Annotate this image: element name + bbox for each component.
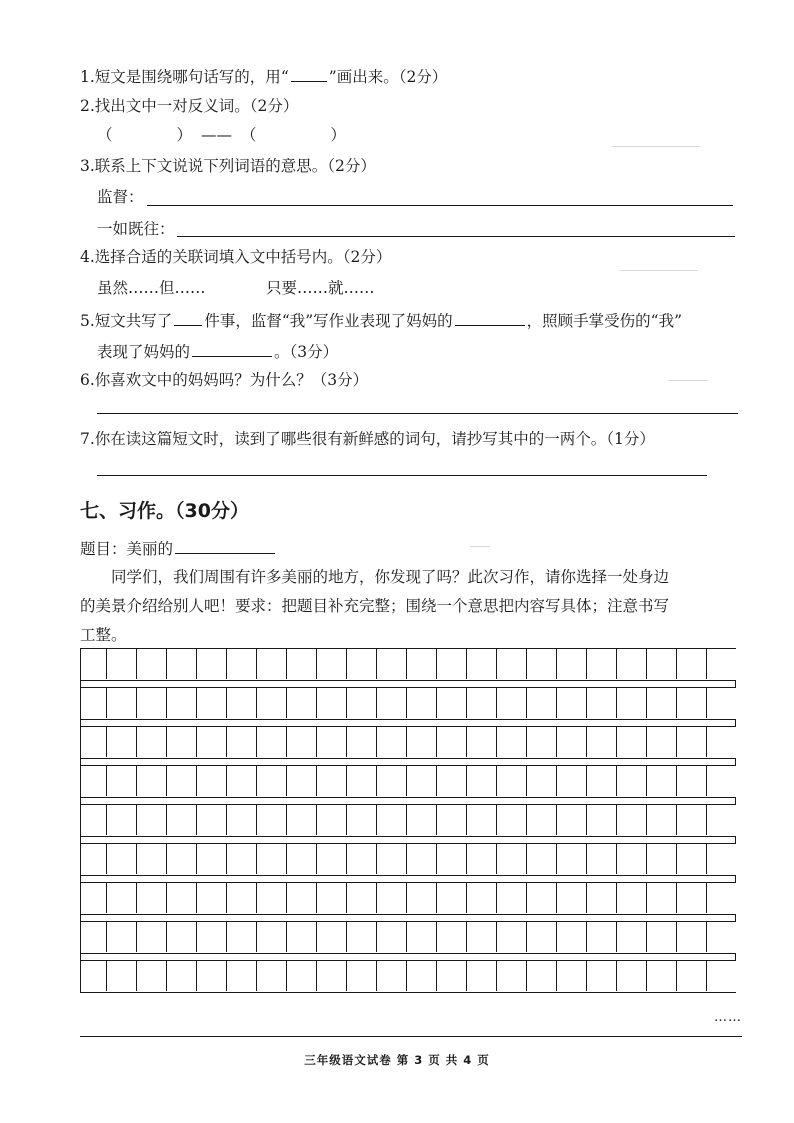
grid-cell[interactable]: [467, 766, 497, 796]
grid-cell[interactable]: [407, 805, 437, 835]
grid-cell[interactable]: [407, 883, 437, 913]
grid-cell[interactable]: [227, 922, 257, 952]
grid-cell[interactable]: [107, 883, 137, 913]
grid-cell[interactable]: [107, 805, 137, 835]
question-2: [80, 95, 298, 117]
question-text: 联系上下文说说下列词语的意思。（2分）: [94, 157, 376, 175]
grid-row: [80, 765, 736, 798]
grid-cell[interactable]: [81, 961, 107, 991]
grid-row: [80, 648, 736, 681]
grid-cell[interactable]: [287, 649, 317, 679]
grid-cell[interactable]: [557, 961, 587, 991]
grid-row: [80, 921, 736, 954]
grid-cell[interactable]: [287, 844, 317, 874]
instructions-line-2: 的美景介绍给别人吧！要求：把题目补充完整；围绕一个意思把内容写具体；注意书写: [80, 597, 670, 615]
question-number: 4.: [80, 248, 95, 266]
underline-blank[interactable]: [192, 339, 272, 357]
question-text: 短文共写了: [94, 312, 173, 330]
instructions-line-3: 工整。: [80, 626, 127, 644]
grid-cell[interactable]: [227, 649, 257, 679]
grid-row: [80, 843, 736, 876]
grid-cell[interactable]: [227, 688, 257, 718]
conjunction-option-1: 虽然……但……: [97, 279, 206, 297]
grid-cell[interactable]: [287, 961, 317, 991]
grid-cell[interactable]: [497, 649, 527, 679]
grid-cell[interactable]: [257, 805, 287, 835]
grid-cell[interactable]: [437, 922, 467, 952]
grid-cell[interactable]: [617, 922, 647, 952]
antonym-pair: [97, 124, 346, 146]
grid-cell[interactable]: [617, 961, 647, 991]
grid-cell[interactable]: [437, 727, 467, 757]
grid-cell[interactable]: [467, 805, 497, 835]
bracket-close: ）: [330, 126, 346, 144]
grid-cell[interactable]: [347, 766, 377, 796]
grid-row: [80, 882, 736, 915]
question-6: [80, 369, 368, 391]
grid-cell[interactable]: [527, 688, 557, 718]
grid-cell[interactable]: [287, 766, 317, 796]
grid-cell[interactable]: [647, 883, 677, 913]
grid-cell[interactable]: [557, 766, 587, 796]
grid-cell[interactable]: [557, 727, 587, 757]
bracket-close: ）: [176, 126, 193, 144]
grid-cell[interactable]: [197, 766, 227, 796]
grid-cell[interactable]: [527, 727, 557, 757]
question-text: 你喜欢文中的妈妈吗？为什么？（3分）: [94, 371, 369, 389]
grid-cell[interactable]: [137, 922, 167, 952]
grid-cell[interactable]: [467, 883, 497, 913]
grid-bottom-line: [80, 1036, 742, 1037]
answer-line[interactable]: [147, 205, 733, 206]
grid-cell[interactable]: [587, 727, 617, 757]
grid-cell[interactable]: [437, 649, 467, 679]
grid-cell[interactable]: [587, 961, 617, 991]
continue-mark: ……: [714, 1010, 742, 1025]
grid-cell[interactable]: [677, 649, 707, 679]
grid-cell[interactable]: [497, 727, 527, 757]
grid-cell[interactable]: [437, 883, 467, 913]
grid-cell[interactable]: [647, 688, 677, 718]
question-text: 找出文中一对反义词。（2分）: [94, 97, 299, 115]
grid-cell[interactable]: [197, 649, 227, 679]
grid-cell[interactable]: [467, 961, 497, 991]
grid-cell[interactable]: [81, 922, 107, 952]
answer-line[interactable]: [177, 236, 735, 237]
grid-row: [80, 804, 736, 837]
grid-cell[interactable]: [137, 688, 167, 718]
grid-cell[interactable]: [587, 688, 617, 718]
grid-cell[interactable]: [647, 844, 677, 874]
grid-row: [80, 726, 736, 759]
grid-cell[interactable]: [497, 688, 527, 718]
grid-cell[interactable]: [617, 883, 647, 913]
grid-cell[interactable]: [197, 688, 227, 718]
grid-cell[interactable]: [647, 727, 677, 757]
grid-cell[interactable]: [647, 766, 677, 796]
grid-cell[interactable]: [617, 688, 647, 718]
grid-cell[interactable]: [81, 766, 107, 796]
grid-cell[interactable]: [347, 922, 377, 952]
grid-cell[interactable]: [167, 844, 197, 874]
grid-cell[interactable]: [347, 649, 377, 679]
grid-cell[interactable]: [287, 805, 317, 835]
grid-cell[interactable]: [647, 649, 677, 679]
underline-blank[interactable]: [291, 64, 327, 82]
grid-cell[interactable]: [377, 727, 407, 757]
underline-blank[interactable]: [455, 308, 525, 326]
grid-cell[interactable]: [137, 727, 167, 757]
grid-cell[interactable]: [317, 961, 347, 991]
grid-cell[interactable]: [377, 805, 407, 835]
grid-cell[interactable]: [677, 961, 707, 991]
grid-cell[interactable]: [647, 805, 677, 835]
grid-cell[interactable]: [257, 688, 287, 718]
grid-cell[interactable]: [677, 727, 707, 757]
grid-cell[interactable]: [617, 805, 647, 835]
grid-cell[interactable]: [617, 649, 647, 679]
grid-cell[interactable]: [257, 883, 287, 913]
grid-cell[interactable]: [377, 922, 407, 952]
grid-cell[interactable]: [587, 883, 617, 913]
grid-cell[interactable]: [227, 766, 257, 796]
question-5: [80, 308, 682, 332]
grid-cell[interactable]: [137, 766, 167, 796]
faint-mark: [470, 546, 490, 547]
grid-cell[interactable]: [257, 727, 287, 757]
grid-cell[interactable]: [377, 961, 407, 991]
grid-cell[interactable]: [257, 844, 287, 874]
question-text: 画出来。（2分）: [336, 68, 448, 86]
question-1: [80, 64, 447, 88]
grid-cell[interactable]: [617, 727, 647, 757]
grid-cell[interactable]: [497, 766, 527, 796]
grid-cell[interactable]: [81, 883, 107, 913]
grid-cell[interactable]: [377, 766, 407, 796]
grid-cell[interactable]: [557, 844, 587, 874]
grid-cell[interactable]: [257, 961, 287, 991]
grid-cell[interactable]: [107, 922, 137, 952]
question-text: 选择合适的关联词填入文中括号内。（2分）: [94, 248, 392, 266]
grid-cell[interactable]: [437, 961, 467, 991]
grid-cell[interactable]: [227, 883, 257, 913]
bracket-open: （: [97, 126, 113, 144]
grid-cell[interactable]: [497, 922, 527, 952]
conjunction-option-2: 只要……就……: [266, 279, 375, 297]
grid-cell[interactable]: [81, 844, 107, 874]
question-text: 你在读这篇短文时，读到了哪些很有新鲜感的词句，请抄写其中的一两个。（1分）: [94, 430, 655, 448]
bracket-open: （: [240, 126, 257, 144]
answer-line[interactable]: [97, 413, 738, 414]
grid-cell[interactable]: [317, 766, 347, 796]
grid-cell[interactable]: [467, 688, 497, 718]
instructions-line-1: 同学们，我们周围有许多美丽的地方，你发现了吗？此次习作，请你选择一处身边: [111, 568, 670, 586]
question-7: [80, 428, 655, 450]
grid-cell[interactable]: [197, 805, 227, 835]
grid-cell[interactable]: [587, 922, 617, 952]
grid-cell[interactable]: [437, 805, 467, 835]
grid-cell[interactable]: [197, 727, 227, 757]
grid-cell[interactable]: [467, 727, 497, 757]
grid-cell[interactable]: [317, 922, 347, 952]
grid-cell[interactable]: [377, 649, 407, 679]
grid-cell[interactable]: [107, 766, 137, 796]
grid-cell[interactable]: [677, 922, 707, 952]
grid-cell[interactable]: [107, 649, 137, 679]
question-text: 件事，监督“我”写作业表现了妈妈的: [204, 312, 453, 330]
grid-cell[interactable]: [467, 649, 497, 679]
grid-cell[interactable]: [81, 688, 107, 718]
grid-cell[interactable]: [167, 922, 197, 952]
grid-cell[interactable]: [167, 805, 197, 835]
quote-mark: “: [280, 68, 289, 86]
grid-cell[interactable]: [527, 961, 557, 991]
dash: ——: [200, 126, 232, 144]
grid-cell[interactable]: [347, 688, 377, 718]
grid-cell[interactable]: [527, 805, 557, 835]
prompt-label: 题目：美丽的: [80, 540, 174, 558]
grid-cell[interactable]: [317, 727, 347, 757]
grid-cell[interactable]: [557, 688, 587, 718]
grid-cell[interactable]: [317, 883, 347, 913]
question-text: 短文是围绕哪句话写的，用: [94, 68, 281, 86]
grid-cell[interactable]: [497, 961, 527, 991]
grid-cell[interactable]: [137, 649, 167, 679]
page-footer: 三年级语文试卷 第 3 页 共 4 页: [304, 1053, 490, 1067]
faint-mark: [620, 270, 698, 271]
question-5-cont: [97, 339, 338, 363]
grid-cell[interactable]: [107, 961, 137, 991]
grid-cell[interactable]: [287, 688, 317, 718]
grid-cell[interactable]: [167, 727, 197, 757]
grid-cell[interactable]: [557, 883, 587, 913]
grid-cell[interactable]: [81, 727, 107, 757]
question-3: [80, 155, 376, 177]
question-number: 6.: [80, 371, 95, 389]
grid-cell[interactable]: [137, 805, 167, 835]
word-label-1: 监督：: [97, 188, 144, 206]
grid-cell[interactable]: [197, 961, 227, 991]
quote-mark: ”: [328, 68, 337, 86]
title-blank[interactable]: [175, 536, 275, 554]
grid-cell[interactable]: [317, 688, 347, 718]
grid-cell[interactable]: [167, 766, 197, 796]
grid-cell[interactable]: [407, 922, 437, 952]
section-title: 七、习作。（30分）: [80, 500, 249, 522]
grid-cell[interactable]: [527, 844, 557, 874]
grid-cell[interactable]: [497, 844, 527, 874]
faint-mark: [668, 380, 708, 381]
question-text: 表现了妈妈的: [97, 343, 191, 361]
grid-cell[interactable]: [467, 922, 497, 952]
grid-cell[interactable]: [677, 844, 707, 874]
grid-cell[interactable]: [81, 649, 107, 679]
grid-cell[interactable]: [257, 922, 287, 952]
grid-cell[interactable]: [347, 805, 377, 835]
grid-cell[interactable]: [107, 727, 137, 757]
grid-cell[interactable]: [317, 805, 347, 835]
grid-cell[interactable]: [437, 766, 467, 796]
grid-cell[interactable]: [467, 844, 497, 874]
grid-cell[interactable]: [257, 766, 287, 796]
grid-cell[interactable]: [287, 922, 317, 952]
grid-cell[interactable]: [227, 961, 257, 991]
grid-cell[interactable]: [167, 649, 197, 679]
question-number: 2.: [80, 97, 95, 115]
grid-cell[interactable]: [257, 649, 287, 679]
grid-cell[interactable]: [227, 805, 257, 835]
question-text: ，照顾手掌受伤的“我”: [526, 312, 683, 330]
grid-row: [80, 687, 736, 720]
grid-cell[interactable]: [347, 961, 377, 991]
grid-cell[interactable]: [167, 961, 197, 991]
grid-cell[interactable]: [527, 883, 557, 913]
question-number: 7.: [80, 430, 95, 448]
grid-cell[interactable]: [227, 844, 257, 874]
grid-cell[interactable]: [647, 922, 677, 952]
question-number: 1.: [80, 68, 95, 86]
grid-cell[interactable]: [557, 649, 587, 679]
grid-cell[interactable]: [527, 922, 557, 952]
grid-cell[interactable]: [437, 688, 467, 718]
faint-mark: [612, 146, 700, 147]
grid-cell[interactable]: [137, 844, 167, 874]
grid-cell[interactable]: [287, 727, 317, 757]
grid-cell[interactable]: [407, 649, 437, 679]
grid-cell[interactable]: [81, 805, 107, 835]
grid-cell[interactable]: [377, 883, 407, 913]
grid-cell[interactable]: [197, 922, 227, 952]
grid-cell[interactable]: [347, 727, 377, 757]
grid-cell[interactable]: [587, 649, 617, 679]
answer-line[interactable]: [97, 475, 707, 476]
grid-cell[interactable]: [137, 961, 167, 991]
grid-cell[interactable]: [677, 883, 707, 913]
question-text: 。（3分）: [274, 343, 339, 361]
grid-cell[interactable]: [437, 844, 467, 874]
grid-cell[interactable]: [677, 766, 707, 796]
composition-prompt: [80, 536, 277, 560]
grid-cell[interactable]: [557, 922, 587, 952]
grid-cell[interactable]: [317, 649, 347, 679]
grid-cell[interactable]: [407, 844, 437, 874]
grid-cell[interactable]: [527, 649, 557, 679]
question-4: [80, 246, 391, 268]
grid-cell[interactable]: [527, 766, 557, 796]
grid-cell[interactable]: [677, 688, 707, 718]
underline-blank[interactable]: [174, 308, 202, 326]
grid-cell[interactable]: [587, 844, 617, 874]
grid-cell[interactable]: [647, 961, 677, 991]
grid-cell[interactable]: [407, 688, 437, 718]
grid-cell[interactable]: [587, 805, 617, 835]
grid-cell[interactable]: [347, 844, 377, 874]
grid-cell[interactable]: [557, 805, 587, 835]
grid-row: [80, 960, 736, 993]
grid-cell[interactable]: [407, 766, 437, 796]
grid-cell[interactable]: [617, 844, 647, 874]
grid-cell[interactable]: [287, 883, 317, 913]
grid-cell[interactable]: [377, 844, 407, 874]
writing-grid[interactable]: [80, 648, 736, 993]
grid-cell[interactable]: [377, 688, 407, 718]
grid-cell[interactable]: [167, 883, 197, 913]
grid-cell[interactable]: [587, 766, 617, 796]
grid-cell[interactable]: [617, 766, 647, 796]
grid-cell[interactable]: [407, 727, 437, 757]
grid-cell[interactable]: [167, 688, 197, 718]
grid-cell[interactable]: [497, 883, 527, 913]
grid-cell[interactable]: [677, 805, 707, 835]
grid-cell[interactable]: [197, 883, 227, 913]
grid-cell[interactable]: [137, 883, 167, 913]
grid-cell[interactable]: [347, 883, 377, 913]
grid-cell[interactable]: [197, 844, 227, 874]
grid-cell[interactable]: [107, 844, 137, 874]
grid-cell[interactable]: [407, 961, 437, 991]
question-number: 3.: [80, 157, 95, 175]
question-number: 5.: [80, 312, 95, 330]
grid-cell[interactable]: [107, 688, 137, 718]
grid-cell[interactable]: [317, 844, 347, 874]
grid-cell[interactable]: [497, 805, 527, 835]
word-label-2: 一如既往：: [97, 220, 175, 238]
grid-cell[interactable]: [227, 727, 257, 757]
